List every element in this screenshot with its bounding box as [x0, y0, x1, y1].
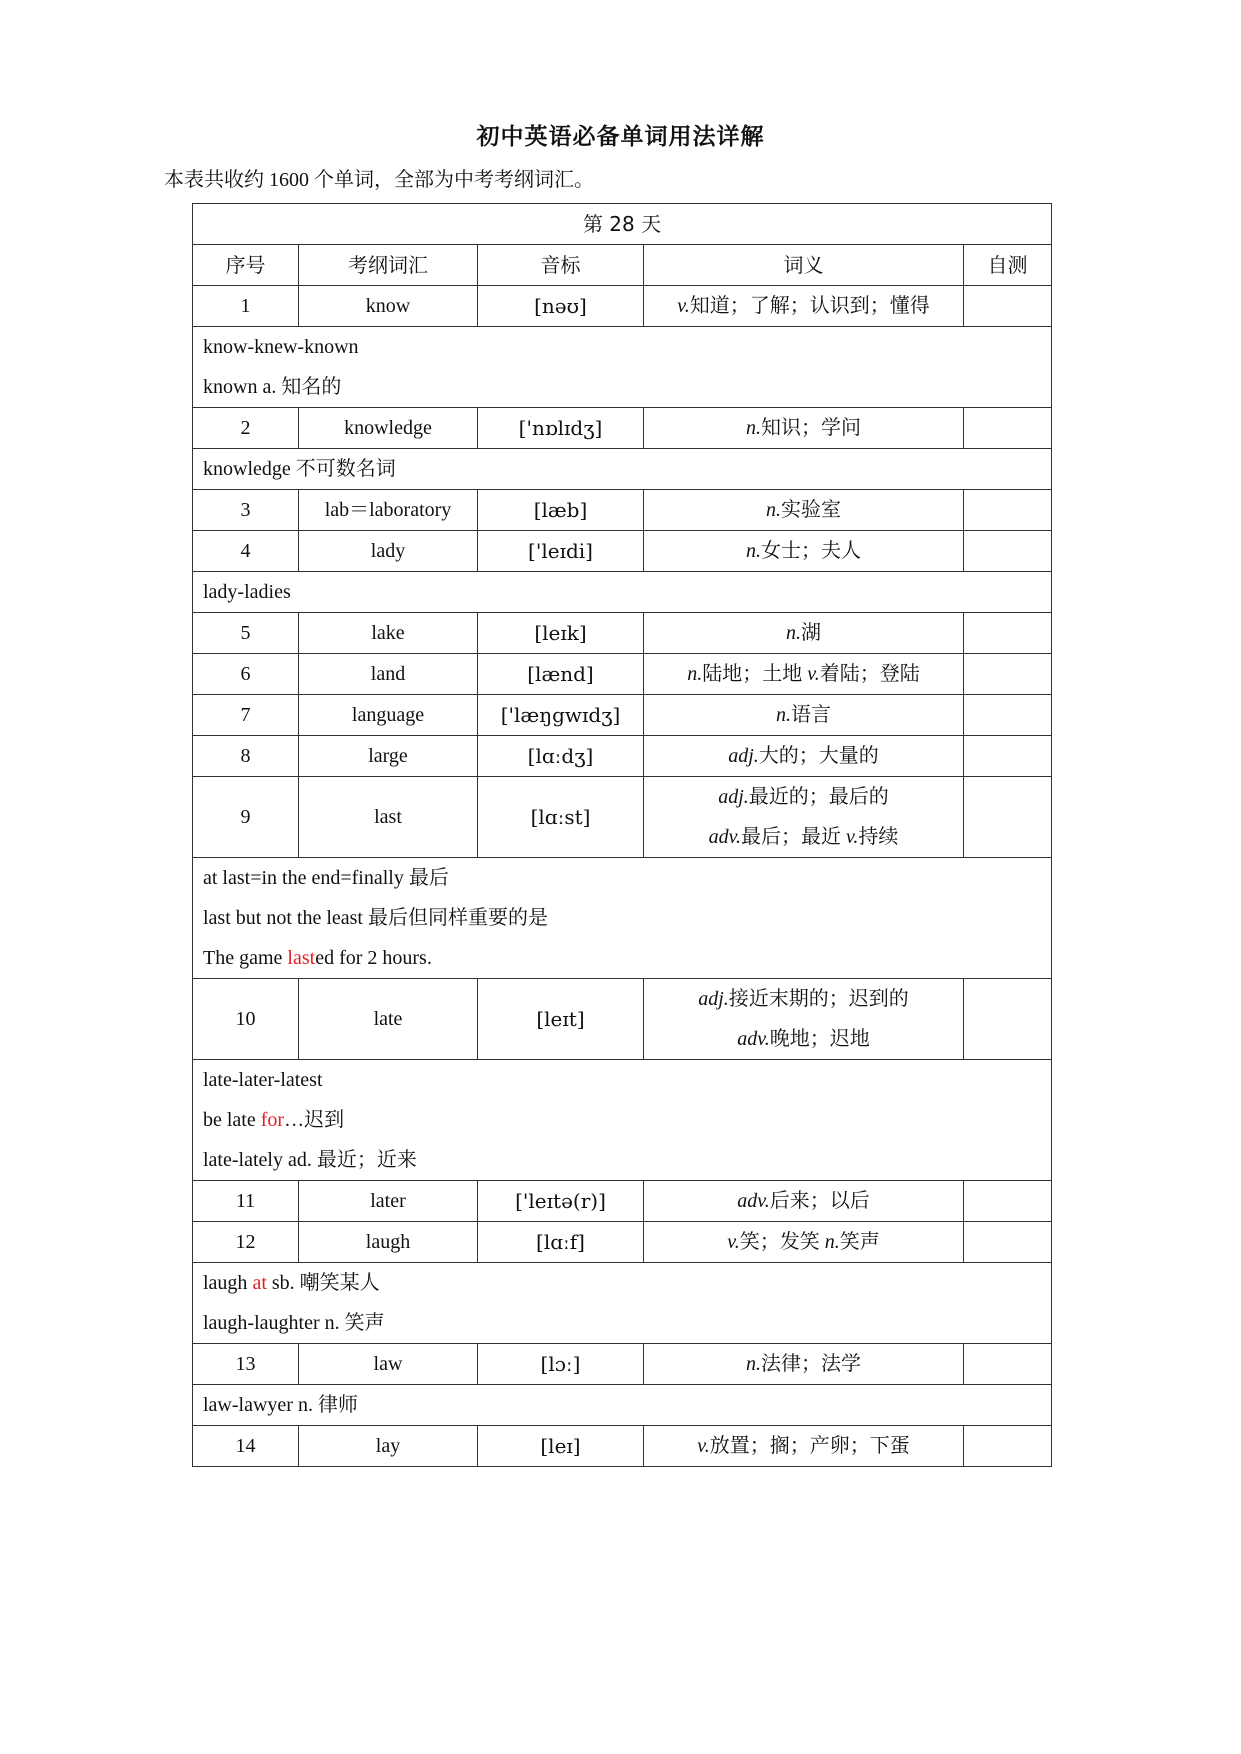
cell-word: lake: [299, 613, 478, 654]
usage-note: [193, 572, 1052, 613]
usage-note: [193, 1263, 1052, 1344]
cell-phonetic: ['nɒlɪdʒ]: [478, 408, 644, 449]
cell-self-test[interactable]: [964, 695, 1052, 736]
meaning-text: 实验室: [781, 499, 841, 521]
cell-word: large: [299, 736, 478, 777]
table-row: [193, 695, 1052, 736]
usage-note: [193, 449, 1052, 490]
note-text: laugh-laughter n. 笑声: [203, 1312, 385, 1334]
cell-number: 2: [193, 408, 299, 449]
part-of-speech: v.: [727, 1231, 740, 1253]
note-line: [203, 1060, 1041, 1100]
note-text: ed for 2 hours.: [315, 947, 432, 969]
part-of-speech: v.: [807, 663, 820, 685]
part-of-speech: n.: [776, 704, 791, 726]
cell-phonetic: ['læŋgwɪdʒ]: [478, 695, 644, 736]
table-row: [193, 449, 1052, 490]
header-row: [193, 245, 1052, 286]
note-line: knowledge 不可数名词: [203, 458, 396, 480]
note-text: at last=in the end=finally 最后: [203, 867, 449, 889]
meaning-text: 笑；发笑: [739, 1231, 825, 1253]
cell-self-test[interactable]: [964, 1181, 1052, 1222]
header-meaning: 词义: [644, 245, 964, 286]
note-text: late-later-latest: [203, 1069, 323, 1091]
cell-number: 1: [193, 286, 299, 327]
cell-word: lab＝laboratory: [299, 490, 478, 531]
cell-meaning: [644, 1181, 964, 1222]
usage-note: [193, 858, 1052, 979]
table-row: [193, 1181, 1052, 1222]
meaning-line: [648, 1019, 959, 1059]
part-of-speech: n.: [786, 622, 801, 644]
cell-self-test[interactable]: [964, 777, 1052, 858]
cell-word: late: [299, 979, 478, 1060]
cell-meaning: [644, 777, 964, 858]
cell-number: 10: [193, 979, 299, 1060]
header-no: 序号: [193, 245, 299, 286]
cell-self-test[interactable]: [964, 408, 1052, 449]
cell-meaning: [644, 695, 964, 736]
highlighted-text: for: [260, 1109, 285, 1131]
part-of-speech: adj.: [698, 988, 729, 1010]
note-line: [203, 1100, 1041, 1140]
meaning-line: [648, 979, 959, 1019]
cell-phonetic: [leɪk]: [478, 613, 644, 654]
table-row: [193, 1263, 1052, 1344]
cell-phonetic: [lɑːf]: [478, 1222, 644, 1263]
note-line: [203, 938, 1041, 978]
note-line: know-knew-known: [203, 336, 359, 358]
cell-meaning: [644, 979, 964, 1060]
meaning-line: [648, 777, 959, 817]
part-of-speech: n.: [766, 499, 781, 521]
cell-word: lay: [299, 1426, 478, 1467]
table-row: [193, 490, 1052, 531]
cell-word: knowledge: [299, 408, 478, 449]
header-self-test: 自测: [964, 245, 1052, 286]
note-text: be late: [203, 1109, 261, 1131]
cell-number: 7: [193, 695, 299, 736]
table-row: [193, 1344, 1052, 1385]
cell-number: 4: [193, 531, 299, 572]
note-text: last but not the least 最后但同样重要的是: [203, 907, 548, 929]
cell-meaning: [644, 654, 964, 695]
part-of-speech: n.: [746, 417, 761, 439]
cell-word: laugh: [299, 1222, 478, 1263]
note-line: known a. 知名的: [203, 376, 342, 398]
note-line: law-lawyer n. 律师: [203, 1394, 358, 1416]
cell-self-test[interactable]: [964, 490, 1052, 531]
table-row: [193, 777, 1052, 858]
part-of-speech: v.: [697, 1435, 710, 1457]
part-of-speech: v.: [677, 295, 690, 317]
note-text: …迟到: [284, 1109, 345, 1131]
header-word: 考纲词汇: [299, 245, 478, 286]
cell-self-test[interactable]: [964, 1222, 1052, 1263]
cell-number: 6: [193, 654, 299, 695]
cell-number: 9: [193, 777, 299, 858]
meaning-text: 持续: [858, 826, 899, 848]
cell-self-test[interactable]: [964, 613, 1052, 654]
table-row: [193, 1426, 1052, 1467]
part-of-speech: adj.: [718, 786, 749, 808]
part-of-speech: n.: [687, 663, 703, 685]
cell-phonetic: [leɪt]: [478, 979, 644, 1060]
part-of-speech: n.: [824, 1231, 840, 1253]
cell-meaning: [644, 531, 964, 572]
cell-self-test[interactable]: [964, 531, 1052, 572]
cell-phonetic: [lɑːdʒ]: [478, 736, 644, 777]
page-title: 初中英语必备单词用法详解: [476, 124, 765, 150]
table-row: [193, 979, 1052, 1060]
cell-number: 14: [193, 1426, 299, 1467]
meaning-text: 女士；夫人: [761, 540, 861, 562]
table-row: [193, 736, 1052, 777]
cell-phonetic: [leɪ]: [478, 1426, 644, 1467]
cell-self-test[interactable]: [964, 979, 1052, 1060]
usage-note: [193, 1385, 1052, 1426]
cell-number: 13: [193, 1344, 299, 1385]
cell-meaning: [644, 1222, 964, 1263]
intro-text: 本表共收约 1600 个单词，全部为中考考纲词汇。: [164, 169, 594, 191]
table-row: [193, 327, 1052, 408]
cell-word: lady: [299, 531, 478, 572]
meaning-text: 着陆；登陆: [819, 663, 920, 685]
highlighted-text: at: [252, 1272, 267, 1294]
cell-meaning: [644, 1344, 964, 1385]
cell-word: last: [299, 777, 478, 858]
part-of-speech: adv.: [737, 1190, 770, 1212]
cell-meaning: [644, 736, 964, 777]
header-phonetic: 音标: [478, 245, 644, 286]
cell-phonetic: ['leɪdi]: [478, 531, 644, 572]
usage-note: [193, 327, 1052, 408]
cell-number: 5: [193, 613, 299, 654]
meaning-text: 陆地；土地: [702, 663, 808, 685]
part-of-speech: adv.: [708, 826, 741, 848]
cell-meaning: [644, 1426, 964, 1467]
cell-word: know: [299, 286, 478, 327]
cell-word: law: [299, 1344, 478, 1385]
highlighted-text: last: [287, 947, 316, 969]
part-of-speech: v.: [846, 826, 859, 848]
cell-self-test[interactable]: [964, 1426, 1052, 1467]
note-text: laugh: [203, 1272, 253, 1294]
cell-meaning: [644, 613, 964, 654]
meaning-text: 大的；大量的: [758, 745, 879, 767]
note-text: The game: [203, 947, 288, 969]
cell-number: 12: [193, 1222, 299, 1263]
table-row: [193, 858, 1052, 979]
meaning-text: 后来；以后: [769, 1190, 870, 1212]
table-row: [193, 286, 1052, 327]
table-row: [193, 1222, 1052, 1263]
cell-self-test[interactable]: [964, 1344, 1052, 1385]
part-of-speech: n.: [746, 1353, 761, 1375]
note-line: [203, 1263, 1041, 1303]
meaning-text: 湖: [801, 622, 821, 644]
cell-phonetic: [lɑːst]: [478, 777, 644, 858]
cell-number: 3: [193, 490, 299, 531]
day-row: [193, 204, 1052, 245]
meaning-text: 放置；搁；产卵；下蛋: [709, 1435, 910, 1457]
cell-self-test[interactable]: [964, 736, 1052, 777]
cell-number: 11: [193, 1181, 299, 1222]
table-row: [193, 572, 1052, 613]
cell-self-test[interactable]: [964, 286, 1052, 327]
cell-phonetic: ['leɪtə(r)]: [478, 1181, 644, 1222]
cell-phonetic: [læb]: [478, 490, 644, 531]
day-label: 第 28 天: [193, 204, 1052, 245]
table-row: [193, 613, 1052, 654]
meaning-text: 知道；了解；认识到；懂得: [689, 295, 930, 317]
vocab-table: [192, 203, 1052, 1467]
cell-meaning: [644, 286, 964, 327]
table-row: [193, 654, 1052, 695]
table-row: [193, 531, 1052, 572]
cell-word: later: [299, 1181, 478, 1222]
cell-phonetic: [lɔː]: [478, 1344, 644, 1385]
meaning-text: 语言: [791, 704, 831, 726]
note-line: lady-ladies: [203, 581, 291, 603]
cell-self-test[interactable]: [964, 654, 1052, 695]
cell-number: 8: [193, 736, 299, 777]
cell-word: land: [299, 654, 478, 695]
cell-meaning: [644, 490, 964, 531]
part-of-speech: adj.: [728, 745, 759, 767]
meaning-text: 最后；最近: [741, 826, 846, 848]
note-line: [203, 898, 1041, 938]
meaning-text: 接近末期的；迟到的: [728, 988, 909, 1010]
usage-note: [193, 1060, 1052, 1181]
note-line: [203, 858, 1041, 898]
table-row: [193, 1060, 1052, 1181]
note-text: late-lately ad. 最近；近来: [203, 1149, 417, 1171]
meaning-text: 笑声: [839, 1231, 880, 1253]
part-of-speech: adv.: [737, 1028, 770, 1050]
table-row: [193, 408, 1052, 449]
meaning-text: 法律；法学: [761, 1353, 861, 1375]
cell-word: language: [299, 695, 478, 736]
meaning-line: [648, 817, 959, 857]
meaning-text: 晚地；迟地: [769, 1028, 870, 1050]
cell-meaning: [644, 408, 964, 449]
table-row: [193, 1385, 1052, 1426]
part-of-speech: n.: [746, 540, 761, 562]
meaning-text: 知识；学问: [761, 417, 861, 439]
note-line: [203, 1140, 1041, 1180]
cell-phonetic: [lænd]: [478, 654, 644, 695]
meaning-text: 最近的；最后的: [748, 786, 889, 808]
cell-phonetic: [nəʊ]: [478, 286, 644, 327]
note-text: sb. 嘲笑某人: [266, 1272, 380, 1294]
note-line: [203, 1303, 1041, 1343]
